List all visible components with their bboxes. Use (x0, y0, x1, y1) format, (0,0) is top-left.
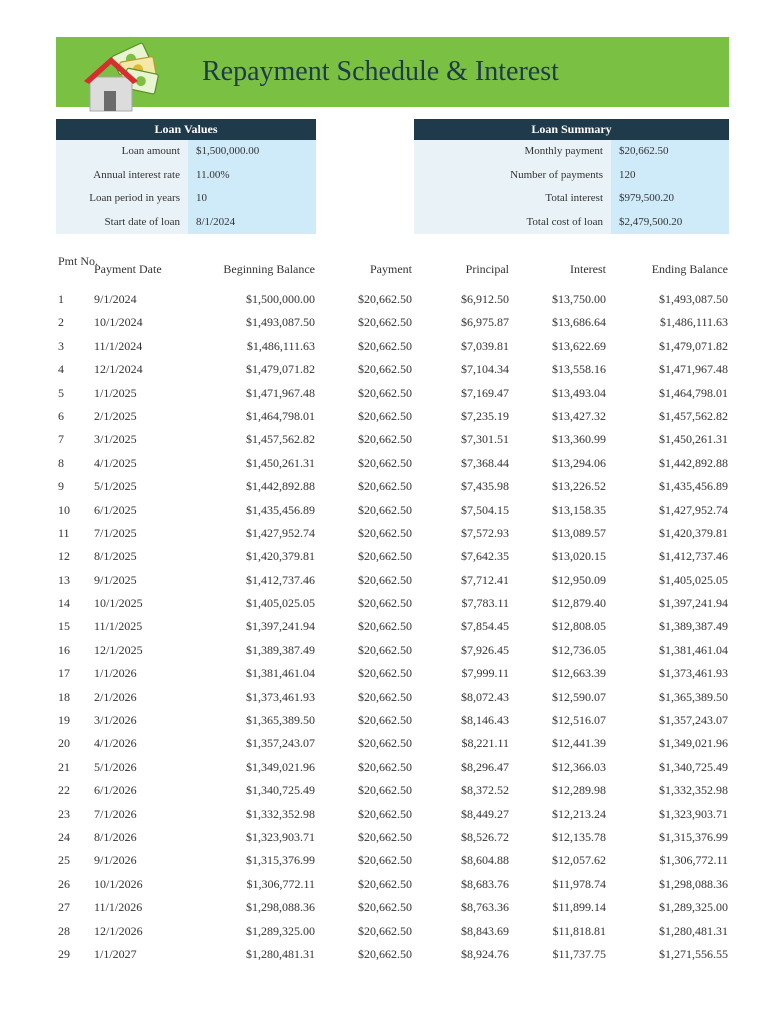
cell-payment-date: 7/1/2025 (94, 525, 137, 540)
cell-pmt-no: 12 (58, 549, 70, 564)
cell-ending-balance: $1,289,325.00 (659, 900, 728, 915)
cell-ending-balance: $1,435,456.89 (659, 479, 728, 494)
cell-interest: $12,879.40 (552, 596, 606, 611)
cell-principal: $7,783.11 (461, 596, 509, 611)
cell-ending-balance: $1,280,481.31 (659, 923, 728, 938)
cell-pmt-no: 17 (58, 666, 70, 681)
cell-interest: $13,493.04 (552, 385, 606, 400)
cell-beginning-balance: $1,280,481.31 (246, 946, 315, 961)
cell-pmt-no: 3 (58, 338, 64, 353)
cell-payment: $20,662.50 (358, 923, 412, 938)
cell-interest: $13,020.15 (552, 549, 606, 564)
cell-payment-date: 1/1/2026 (94, 666, 137, 681)
table-row (56, 592, 729, 615)
cell-payment-date: 6/1/2026 (94, 783, 137, 798)
cell-payment-date: 9/1/2026 (94, 853, 137, 868)
monthly-payment-row (414, 140, 729, 164)
cell-payment-date: 10/1/2026 (94, 876, 143, 891)
cell-interest: $13,686.64 (552, 315, 606, 330)
start-date-row (56, 211, 316, 235)
table-row (56, 405, 729, 428)
cell-interest: $13,622.69 (552, 338, 606, 353)
cell-beginning-balance: $1,306,772.11 (246, 876, 315, 891)
cell-ending-balance: $1,306,772.11 (659, 853, 728, 868)
table-row (56, 615, 729, 638)
cell-principal: $7,504.15 (461, 502, 509, 517)
cell-ending-balance: $1,373,461.93 (659, 666, 728, 681)
cell-interest: $12,057.62 (552, 853, 606, 868)
cell-pmt-no: 19 (58, 713, 70, 728)
cell-payment-date: 4/1/2026 (94, 736, 137, 751)
cell-payment: $20,662.50 (358, 759, 412, 774)
cell-pmt-no: 22 (58, 783, 70, 798)
cell-principal: $7,039.81 (461, 338, 509, 353)
cell-payment: $20,662.50 (358, 642, 412, 657)
cell-interest: $13,750.00 (552, 292, 606, 306)
cell-payment-date: 9/1/2024 (94, 292, 137, 306)
cell-interest: $13,158.35 (552, 502, 606, 517)
cell-payment: $20,662.50 (358, 549, 412, 564)
cell-beginning-balance: $1,412,737.46 (246, 572, 315, 587)
cell-pmt-no: 21 (58, 759, 70, 774)
start-date-input[interactable]: 8/1/2024 (188, 211, 316, 235)
number-of-payments-row (414, 164, 729, 188)
cell-payment: $20,662.50 (358, 432, 412, 447)
cell-interest: $11,818.81 (552, 923, 606, 938)
table-row (56, 475, 729, 498)
cell-pmt-no: 27 (58, 900, 70, 915)
cell-principal: $8,843.69 (461, 923, 509, 938)
cell-principal: $8,296.47 (461, 759, 509, 774)
cell-payment-date: 11/1/2026 (94, 900, 143, 915)
cell-ending-balance: $1,420,379.81 (659, 525, 728, 540)
cell-beginning-balance: $1,357,243.07 (246, 736, 315, 751)
cell-pmt-no: 6 (58, 408, 64, 423)
cell-beginning-balance: $1,405,025.05 (246, 596, 315, 611)
cell-ending-balance: $1,442,892.88 (659, 455, 728, 470)
cell-pmt-no: 10 (58, 502, 70, 517)
cell-payment: $20,662.50 (358, 455, 412, 470)
cell-ending-balance: $1,315,376.99 (659, 829, 728, 844)
cell-pmt-no: 25 (58, 853, 70, 868)
cell-payment: $20,662.50 (358, 315, 412, 330)
cell-pmt-no: 24 (58, 829, 70, 844)
total-cost-value: $2,479,500.20 (611, 211, 729, 235)
cell-payment-date: 6/1/2025 (94, 502, 137, 517)
cell-ending-balance: $1,486,111.63 (659, 315, 728, 330)
cell-ending-balance: $1,464,798.01 (659, 385, 728, 400)
cell-beginning-balance: $1,435,456.89 (246, 502, 315, 517)
table-row (56, 428, 729, 451)
cell-pmt-no: 11 (58, 525, 70, 540)
cell-payment: $20,662.50 (358, 502, 412, 517)
table-row (56, 335, 729, 358)
cell-payment: $20,662.50 (358, 572, 412, 587)
monthly-payment-value: $20,662.50 (611, 140, 729, 164)
cell-interest: $12,213.24 (552, 806, 606, 821)
field-label: Loan period in years (56, 187, 188, 211)
cell-ending-balance: $1,323,903.71 (659, 806, 728, 821)
cell-beginning-balance: $1,373,461.93 (246, 689, 315, 704)
cell-ending-balance: $1,471,967.48 (659, 362, 728, 377)
cell-payment: $20,662.50 (358, 292, 412, 306)
cell-payment: $20,662.50 (358, 479, 412, 494)
cell-pmt-no: 2 (58, 315, 64, 330)
cell-beginning-balance: $1,420,379.81 (246, 549, 315, 564)
cell-payment-date: 3/1/2026 (94, 713, 137, 728)
cell-payment: $20,662.50 (358, 736, 412, 751)
cell-beginning-balance: $1,464,798.01 (246, 408, 315, 423)
table-row (56, 499, 729, 522)
table-row (56, 756, 729, 779)
table-row (56, 522, 729, 545)
cell-beginning-balance: $1,298,088.36 (246, 900, 315, 915)
interest-rate-row (56, 164, 316, 188)
cell-principal: $8,604.88 (461, 853, 509, 868)
cell-principal: $6,912.50 (461, 292, 509, 306)
total-interest-row (414, 187, 729, 211)
cell-beginning-balance: $1,381,461.04 (246, 666, 315, 681)
table-row (56, 943, 729, 966)
cell-ending-balance: $1,349,021.96 (659, 736, 728, 751)
field-label: Monthly payment (414, 140, 611, 164)
cell-pmt-no: 8 (58, 455, 64, 470)
cell-beginning-balance: $1,479,071.82 (246, 362, 315, 377)
loan-values-heading: Loan Values (56, 119, 316, 140)
cell-interest: $12,808.05 (552, 619, 606, 634)
cell-interest: $13,089.57 (552, 525, 606, 540)
cell-principal: $8,372.52 (461, 783, 509, 798)
cell-payment-date: 11/1/2025 (94, 619, 143, 634)
cell-principal: $8,924.76 (461, 946, 509, 961)
cell-ending-balance: $1,427,952.74 (659, 502, 728, 517)
cell-pmt-no: 5 (58, 385, 64, 400)
field-label: Total interest (414, 187, 611, 211)
title-banner (56, 37, 729, 107)
table-row (56, 709, 729, 732)
cell-beginning-balance: $1,442,892.88 (246, 479, 315, 494)
cell-principal: $7,854.45 (461, 619, 509, 634)
total-interest-value: $979,500.20 (611, 187, 729, 211)
cell-payment: $20,662.50 (358, 362, 412, 377)
cell-principal: $7,642.35 (461, 549, 509, 564)
cell-ending-balance: $1,298,088.36 (659, 876, 728, 891)
cell-interest: $11,899.14 (552, 900, 606, 915)
cell-pmt-no: 16 (58, 642, 70, 657)
cell-beginning-balance: $1,349,021.96 (246, 759, 315, 774)
table-row (56, 826, 729, 849)
cell-payment-date: 12/1/2024 (94, 362, 143, 377)
cell-payment: $20,662.50 (358, 689, 412, 704)
cell-payment-date: 2/1/2025 (94, 408, 137, 423)
cell-principal: $7,712.41 (461, 572, 509, 587)
cell-interest: $11,978.74 (552, 876, 606, 891)
cell-beginning-balance: $1,486,111.63 (246, 338, 315, 353)
cell-pmt-no: 9 (58, 479, 64, 494)
cell-interest: $13,558.16 (552, 362, 606, 377)
cell-payment: $20,662.50 (358, 946, 412, 961)
cell-pmt-no: 20 (58, 736, 70, 751)
cell-pmt-no: 13 (58, 572, 70, 587)
cell-payment-date: 10/1/2025 (94, 596, 143, 611)
table-row (56, 662, 729, 685)
cell-payment: $20,662.50 (358, 525, 412, 540)
table-row (56, 311, 729, 334)
table-row (56, 732, 729, 755)
cell-ending-balance: $1,332,352.98 (659, 783, 728, 798)
cell-interest: $13,360.99 (552, 432, 606, 447)
cell-payment-date: 4/1/2025 (94, 455, 137, 470)
cell-payment-date: 3/1/2025 (94, 432, 137, 447)
cell-ending-balance: $1,340,725.49 (659, 759, 728, 774)
page-title: Repayment Schedule & Interest (202, 56, 559, 87)
cell-beginning-balance: $1,365,389.50 (246, 713, 315, 728)
header-payment-date: Payment Date (94, 262, 162, 276)
field-label: Start date of loan (56, 211, 188, 235)
cell-principal: $8,763.36 (461, 900, 509, 915)
cell-beginning-balance: $1,471,967.48 (246, 385, 315, 400)
cell-principal: $8,221.11 (461, 736, 509, 751)
table-row (56, 849, 729, 872)
cell-beginning-balance: $1,397,241.94 (246, 619, 315, 634)
header-pmt-no: Pmt No. (58, 254, 99, 268)
cell-interest: $13,427.32 (552, 408, 606, 423)
cell-principal: $7,368.44 (461, 455, 509, 470)
cell-pmt-no: 7 (58, 432, 64, 447)
cell-payment-date: 1/1/2027 (94, 946, 137, 961)
cell-payment: $20,662.50 (358, 596, 412, 611)
loan-amount-row (56, 140, 316, 164)
cell-payment-date: 9/1/2025 (94, 572, 137, 587)
cell-payment: $20,662.50 (358, 408, 412, 423)
cell-payment: $20,662.50 (358, 666, 412, 681)
loan-summary-heading: Loan Summary (414, 119, 729, 140)
cell-interest: $12,950.09 (552, 572, 606, 587)
cell-pmt-no: 26 (58, 876, 70, 891)
cell-ending-balance: $1,381,461.04 (659, 642, 728, 657)
cell-beginning-balance: $1,389,387.49 (246, 642, 315, 657)
cell-pmt-no: 14 (58, 596, 70, 611)
cell-beginning-balance: $1,493,087.50 (246, 315, 315, 330)
cell-principal: $8,072.43 (461, 689, 509, 704)
cell-payment-date: 5/1/2025 (94, 479, 137, 494)
table-row (56, 686, 729, 709)
cell-payment-date: 8/1/2026 (94, 829, 137, 844)
cell-interest: $12,590.07 (552, 689, 606, 704)
cell-interest: $12,366.03 (552, 759, 606, 774)
cell-beginning-balance: $1,323,903.71 (246, 829, 315, 844)
header-beginning-balance: Beginning Balance (223, 262, 315, 276)
cell-payment: $20,662.50 (358, 385, 412, 400)
cell-principal: $8,683.76 (461, 876, 509, 891)
cell-interest: $12,736.05 (552, 642, 606, 657)
field-label: Loan amount (56, 140, 188, 164)
cell-principal: $8,526.72 (461, 829, 509, 844)
interest-rate-input[interactable]: 11.00% (188, 164, 316, 188)
table-row (56, 358, 729, 381)
number-of-payments-value: 120 (611, 164, 729, 188)
schedule-table (56, 254, 729, 966)
cell-pmt-no: 18 (58, 689, 70, 704)
cell-principal: $7,169.47 (461, 385, 509, 400)
cell-beginning-balance: $1,289,325.00 (246, 923, 315, 938)
loan-period-input[interactable]: 10 (188, 187, 316, 211)
table-header (56, 254, 729, 288)
table-row (56, 803, 729, 826)
cell-beginning-balance: $1,315,376.99 (246, 853, 315, 868)
cell-pmt-no: 4 (58, 362, 64, 377)
cell-interest: $12,135.78 (552, 829, 606, 844)
cell-beginning-balance: $1,457,562.82 (246, 432, 315, 447)
cell-payment-date: 8/1/2025 (94, 549, 137, 564)
table-row (56, 452, 729, 475)
cell-payment-date: 12/1/2025 (94, 642, 143, 657)
cell-ending-balance: $1,405,025.05 (659, 572, 728, 587)
cell-payment: $20,662.50 (358, 713, 412, 728)
cell-interest: $12,516.07 (552, 713, 606, 728)
field-label: Total cost of loan (414, 211, 611, 235)
cell-pmt-no: 23 (58, 806, 70, 821)
cell-payment: $20,662.50 (358, 338, 412, 353)
table-row (56, 569, 729, 592)
cell-interest: $11,737.75 (552, 946, 606, 961)
cell-pmt-no: 28 (58, 923, 70, 938)
cell-beginning-balance: $1,500,000.00 (246, 292, 315, 306)
cell-beginning-balance: $1,427,952.74 (246, 525, 315, 540)
cell-payment-date: 11/1/2024 (94, 338, 143, 353)
table-row (56, 382, 729, 405)
header-interest: Interest (570, 262, 606, 276)
cell-interest: $13,294.06 (552, 455, 606, 470)
header-principal: Principal (465, 262, 509, 276)
cell-principal: $8,146.43 (461, 713, 509, 728)
cell-payment: $20,662.50 (358, 806, 412, 821)
loan-values-panel (56, 119, 316, 234)
header-payment: Payment (370, 262, 412, 276)
table-row (56, 920, 729, 943)
table-row (56, 288, 729, 311)
cell-ending-balance: $1,412,737.46 (659, 549, 728, 564)
table-row (56, 545, 729, 568)
table-body (56, 288, 729, 966)
cell-payment: $20,662.50 (358, 619, 412, 634)
cell-payment: $20,662.50 (358, 853, 412, 868)
field-label: Annual interest rate (56, 164, 188, 188)
cell-ending-balance: $1,357,243.07 (659, 713, 728, 728)
loan-summary-panel (414, 119, 729, 234)
cell-payment: $20,662.50 (358, 876, 412, 891)
cell-beginning-balance: $1,332,352.98 (246, 806, 315, 821)
cell-payment-date: 7/1/2026 (94, 806, 137, 821)
field-label: Number of payments (414, 164, 611, 188)
cell-payment: $20,662.50 (358, 783, 412, 798)
cell-payment-date: 12/1/2026 (94, 923, 143, 938)
cell-ending-balance: $1,479,071.82 (659, 338, 728, 353)
cell-principal: $6,975.87 (461, 315, 509, 330)
cell-principal: $7,104.34 (461, 362, 509, 377)
cell-ending-balance: $1,365,389.50 (659, 689, 728, 704)
cell-ending-balance: $1,397,241.94 (659, 596, 728, 611)
cell-pmt-no: 15 (58, 619, 70, 634)
header-ending-balance: Ending Balance (651, 262, 728, 276)
total-cost-row (414, 211, 729, 235)
cell-payment-date: 2/1/2026 (94, 689, 137, 704)
cell-principal: $8,449.27 (461, 806, 509, 821)
cell-ending-balance: $1,450,261.31 (659, 432, 728, 447)
cell-ending-balance: $1,389,387.49 (659, 619, 728, 634)
cell-payment-date: 5/1/2026 (94, 759, 137, 774)
cell-interest: $12,663.39 (552, 666, 606, 681)
cell-interest: $12,441.39 (552, 736, 606, 751)
loan-amount-input[interactable]: $1,500,000.00 (188, 140, 316, 164)
cell-principal: $7,235.19 (461, 408, 509, 423)
cell-principal: $7,999.11 (461, 666, 509, 681)
cell-principal: $7,301.51 (461, 432, 509, 447)
cell-payment-date: 10/1/2024 (94, 315, 143, 330)
cell-ending-balance: $1,271,556.55 (659, 946, 728, 961)
cell-ending-balance: $1,493,087.50 (659, 292, 728, 306)
cell-principal: $7,572.93 (461, 525, 509, 540)
cell-interest: $13,226.52 (552, 479, 606, 494)
cell-ending-balance: $1,457,562.82 (659, 408, 728, 423)
cell-pmt-no: 29 (58, 946, 70, 961)
house-with-money-icon (82, 37, 162, 113)
table-row (56, 779, 729, 802)
cell-principal: $7,926.45 (461, 642, 509, 657)
cell-interest: $12,289.98 (552, 783, 606, 798)
cell-beginning-balance: $1,340,725.49 (246, 783, 315, 798)
cell-principal: $7,435.98 (461, 479, 509, 494)
cell-beginning-balance: $1,450,261.31 (246, 455, 315, 470)
cell-pmt-no: 1 (58, 292, 64, 306)
loan-period-row (56, 187, 316, 211)
table-row (56, 896, 729, 919)
table-row (56, 873, 729, 896)
cell-payment-date: 1/1/2025 (94, 385, 137, 400)
table-row (56, 639, 729, 662)
cell-payment: $20,662.50 (358, 829, 412, 844)
cell-payment: $20,662.50 (358, 900, 412, 915)
